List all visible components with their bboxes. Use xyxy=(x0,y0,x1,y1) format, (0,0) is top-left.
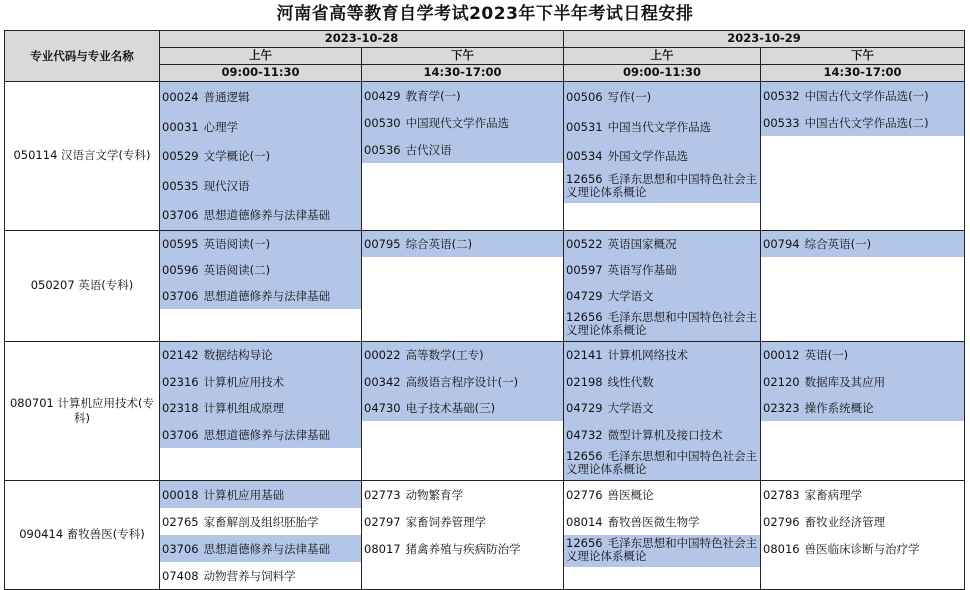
exam-course-item xyxy=(761,368,964,395)
course-name: 操作系统概论 xyxy=(804,401,874,416)
course-code: 08014 xyxy=(566,514,603,529)
course-text xyxy=(566,376,654,389)
exam-course-item xyxy=(564,368,760,395)
course-code: 00530 xyxy=(364,116,401,130)
course-text xyxy=(162,290,330,303)
exam-course-item xyxy=(362,136,563,163)
course-text xyxy=(162,543,330,556)
course-name: 毛泽东思想和中国特色社会主义理论体系概论 xyxy=(566,535,758,563)
exam-course-item xyxy=(564,395,760,422)
course-code: 02783 xyxy=(763,487,800,502)
course-text xyxy=(566,238,677,251)
course-code: 02142 xyxy=(162,348,199,363)
course-code: 00031 xyxy=(162,119,199,134)
course-text xyxy=(162,376,284,389)
course-name: 家畜解剖及组织胚胎学 xyxy=(203,514,319,529)
course-code: 00529 xyxy=(162,149,199,164)
time-header: 14:30-17:00 xyxy=(362,65,564,82)
course-code: 02796 xyxy=(763,514,800,529)
course-name: 英语(一) xyxy=(804,348,849,363)
exam-course-item xyxy=(362,508,563,535)
course-code: 00794 xyxy=(763,237,800,251)
course-text xyxy=(566,349,688,362)
exam-course-item xyxy=(761,481,964,508)
session-cell xyxy=(564,341,761,480)
exam-course-item xyxy=(160,200,361,230)
course-name: 毛泽东思想和中国特色社会主义理论体系概论 xyxy=(566,309,758,337)
course-code: 00533 xyxy=(763,116,800,130)
course-text xyxy=(364,376,518,389)
course-code: 00536 xyxy=(364,143,401,157)
course-code: 02198 xyxy=(566,374,603,389)
course-code: 00342 xyxy=(364,374,401,389)
course-name: 综合英语(一) xyxy=(804,237,872,251)
exam-course-item xyxy=(362,368,563,395)
exam-course-item xyxy=(564,283,760,309)
course-text xyxy=(364,516,486,529)
course-text xyxy=(763,376,885,389)
course-name: 思想道德修养与法律基础 xyxy=(203,541,331,556)
course-code: 12656 xyxy=(566,448,603,463)
exam-course-item xyxy=(761,82,964,109)
time-header: 09:00-11:30 xyxy=(564,65,761,82)
major-name-cell: 080701 计算机应用技术(专科) xyxy=(5,341,160,480)
course-name: 数据库及其应用 xyxy=(804,374,886,389)
course-text xyxy=(566,91,651,104)
course-text xyxy=(162,516,319,529)
session-cell xyxy=(160,480,362,589)
course-text xyxy=(763,90,929,103)
course-code: 00597 xyxy=(566,263,603,277)
course-name: 计算机应用基础 xyxy=(203,487,285,502)
course-code: 00531 xyxy=(566,119,603,134)
course-name: 外国文学作品选 xyxy=(607,149,689,164)
course-name: 中国现代文学作品选 xyxy=(405,116,510,130)
session-cell xyxy=(761,230,965,341)
course-name: 家畜饲养管理学 xyxy=(405,514,487,529)
course-name: 数据结构导论 xyxy=(203,348,273,363)
course-name: 综合英语(二) xyxy=(405,237,473,251)
course-code: 02797 xyxy=(364,514,401,529)
course-text xyxy=(566,173,758,199)
course-code: 03706 xyxy=(162,541,199,556)
course-name: 线性代数 xyxy=(607,374,654,389)
exam-course-item xyxy=(160,535,361,562)
exam-course-item xyxy=(362,395,563,422)
session-cell xyxy=(564,82,761,231)
course-text xyxy=(162,91,250,104)
exam-course-item xyxy=(761,342,964,369)
exam-course-item xyxy=(160,342,361,369)
session-cell xyxy=(362,82,564,231)
course-name: 古代汉语 xyxy=(405,143,452,157)
course-text xyxy=(162,180,250,193)
course-text xyxy=(566,121,711,134)
session-cell xyxy=(564,230,761,341)
course-code: 00022 xyxy=(364,348,401,363)
major-column-header: 专业代码与专业名称 xyxy=(5,31,160,82)
exam-course-item xyxy=(362,535,563,562)
course-text xyxy=(162,402,284,415)
exam-course-item xyxy=(564,481,760,508)
exam-course-item xyxy=(761,231,964,257)
course-code: 03706 xyxy=(162,208,199,223)
course-name: 英语写作基础 xyxy=(607,263,677,277)
course-text xyxy=(364,349,484,362)
course-name: 英语阅读(一) xyxy=(203,237,271,251)
course-name: 中国当代文学作品选 xyxy=(607,119,712,134)
course-text xyxy=(566,537,758,563)
exam-course-item xyxy=(564,309,760,341)
table-row xyxy=(5,341,965,480)
session-header: 下午 xyxy=(761,48,965,65)
course-name: 大学语文 xyxy=(607,289,654,303)
course-code: 00522 xyxy=(566,237,603,251)
exam-course-item xyxy=(761,535,964,562)
course-code: 00506 xyxy=(566,90,603,105)
course-text xyxy=(763,516,885,529)
course-name: 中国古代文学作品选(二) xyxy=(804,116,929,130)
exam-course-item xyxy=(160,562,361,589)
course-text xyxy=(763,349,848,362)
course-name: 思想道德修养与法律基础 xyxy=(203,427,331,442)
course-code: 03706 xyxy=(162,427,199,442)
exam-course-item xyxy=(362,481,563,508)
table-row xyxy=(5,230,965,341)
course-name: 大学语文 xyxy=(607,401,654,416)
course-code: 00532 xyxy=(763,89,800,103)
course-name: 畜牧业经济管理 xyxy=(804,514,886,529)
course-code: 00595 xyxy=(162,237,199,251)
exam-course-item xyxy=(160,283,361,309)
course-text xyxy=(364,543,521,556)
exam-course-item xyxy=(160,82,361,112)
course-name: 家畜病理学 xyxy=(804,487,863,502)
exam-course-item xyxy=(761,109,964,136)
course-code: 12656 xyxy=(566,171,603,186)
course-name: 普通逻辑 xyxy=(203,90,250,105)
course-name: 写作(一) xyxy=(607,90,652,105)
time-header: 09:00-11:30 xyxy=(160,65,362,82)
session-cell xyxy=(362,341,564,480)
exam-course-item xyxy=(362,231,563,257)
course-text xyxy=(763,489,862,502)
course-code: 00535 xyxy=(162,178,199,193)
course-name: 高级语言程序设计(一) xyxy=(405,374,519,389)
session-cell xyxy=(761,480,965,589)
exam-course-item xyxy=(160,141,361,171)
course-name: 心理学 xyxy=(203,119,239,134)
schedule-table xyxy=(4,30,965,590)
course-code: 02323 xyxy=(763,401,800,416)
exam-course-item xyxy=(362,82,563,109)
course-name: 计算机网络技术 xyxy=(607,348,689,363)
session-cell xyxy=(564,480,761,589)
major-name-cell: 050207 英语(专科) xyxy=(5,230,160,341)
course-code: 04729 xyxy=(566,401,603,416)
page-title: 河南省高等教育自学考试2023年下半年考试日程安排 xyxy=(276,4,694,24)
session-cell xyxy=(761,341,965,480)
course-text xyxy=(162,349,273,362)
exam-course-item xyxy=(160,508,361,535)
exam-course-item xyxy=(160,257,361,283)
exam-course-item xyxy=(564,231,760,257)
session-cell xyxy=(160,341,362,480)
course-text xyxy=(162,570,296,583)
course-text xyxy=(763,238,871,251)
exam-course-item xyxy=(160,231,361,257)
course-text xyxy=(364,489,463,502)
course-text xyxy=(566,150,688,163)
course-text xyxy=(162,489,284,502)
course-text xyxy=(162,121,238,134)
course-code: 02141 xyxy=(566,348,603,363)
course-code: 02776 xyxy=(566,487,603,502)
session-cell xyxy=(160,82,362,231)
course-code: 02773 xyxy=(364,487,401,502)
course-name: 英语阅读(二) xyxy=(203,263,271,277)
course-name: 畜牧兽医微生物学 xyxy=(607,514,700,529)
date-header-1: 2023-10-28 xyxy=(160,31,564,48)
course-text xyxy=(763,402,874,415)
course-name: 兽医临床诊断与治疗学 xyxy=(804,541,920,556)
course-code: 02318 xyxy=(162,401,199,416)
course-name: 毛泽东思想和中国特色社会主义理论体系概论 xyxy=(566,171,758,199)
course-name: 中国古代文学作品选(一) xyxy=(804,89,929,103)
course-text xyxy=(763,117,929,130)
course-code: 02765 xyxy=(162,514,199,529)
course-name: 文学概论(一) xyxy=(203,149,271,164)
course-text xyxy=(364,144,452,157)
course-name: 猪禽养殖与疾病防治学 xyxy=(405,541,521,556)
course-text xyxy=(566,402,654,415)
course-name: 英语国家概况 xyxy=(607,237,677,251)
course-text xyxy=(763,543,920,556)
course-code: 00534 xyxy=(566,149,603,164)
session-header: 下午 xyxy=(362,48,564,65)
course-name: 兽医概论 xyxy=(607,487,654,502)
exam-course-item xyxy=(362,109,563,136)
course-text xyxy=(162,150,270,163)
exam-course-item xyxy=(160,395,361,422)
exam-course-item xyxy=(160,112,361,142)
course-text xyxy=(566,489,654,502)
course-code: 03706 xyxy=(162,289,199,303)
exam-course-item xyxy=(761,395,964,422)
exam-course-item xyxy=(761,508,964,535)
table-row xyxy=(5,82,965,231)
course-name: 微型计算机及接口技术 xyxy=(607,427,723,442)
course-text xyxy=(566,311,758,337)
exam-course-item xyxy=(564,82,760,112)
course-name: 动物繁育学 xyxy=(405,487,464,502)
exam-course-item xyxy=(564,421,760,448)
course-code: 08016 xyxy=(763,541,800,556)
course-code: 08017 xyxy=(364,541,401,556)
course-name: 思想道德修养与法律基础 xyxy=(203,289,331,303)
course-text xyxy=(566,290,654,303)
exam-course-item xyxy=(564,257,760,283)
exam-course-item xyxy=(362,342,563,369)
time-header: 14:30-17:00 xyxy=(761,65,965,82)
course-code: 00429 xyxy=(364,89,401,103)
course-text xyxy=(364,90,461,103)
course-name: 教育学(一) xyxy=(405,89,461,103)
major-name-cell: 050114 汉语言文学(专科) xyxy=(5,82,160,231)
exam-course-item xyxy=(160,171,361,201)
course-text xyxy=(364,117,509,130)
session-cell xyxy=(160,230,362,341)
course-text xyxy=(566,429,723,442)
course-text xyxy=(566,264,677,277)
course-text xyxy=(162,429,330,442)
course-code: 02120 xyxy=(763,374,800,389)
session-cell xyxy=(362,230,564,341)
session-header: 上午 xyxy=(160,48,362,65)
course-code: 00596 xyxy=(162,263,199,277)
exam-course-item xyxy=(564,141,760,171)
course-code: 12656 xyxy=(566,535,603,550)
course-code: 02316 xyxy=(162,374,199,389)
exam-course-item xyxy=(564,171,760,203)
course-code: 04729 xyxy=(566,289,603,303)
course-name: 毛泽东思想和中国特色社会主义理论体系概论 xyxy=(566,448,758,476)
session-header: 上午 xyxy=(564,48,761,65)
exam-course-item xyxy=(564,342,760,369)
course-code: 00018 xyxy=(162,487,199,502)
course-code: 04732 xyxy=(566,427,603,442)
major-name-cell: 090414 畜牧兽医(专科) xyxy=(5,480,160,589)
course-code: 00024 xyxy=(162,90,199,105)
course-code: 00795 xyxy=(364,237,401,251)
course-text xyxy=(566,516,700,529)
exam-course-item xyxy=(564,448,760,480)
course-code: 00012 xyxy=(763,348,800,363)
course-text xyxy=(162,209,330,222)
course-name: 电子技术基础(三) xyxy=(405,401,496,416)
exam-course-item xyxy=(564,112,760,142)
course-name: 思想道德修养与法律基础 xyxy=(203,208,331,223)
course-text xyxy=(162,238,270,251)
course-text xyxy=(162,264,270,277)
course-text xyxy=(566,450,758,476)
course-code: 12656 xyxy=(566,309,603,324)
course-code: 04730 xyxy=(364,401,401,416)
course-name: 现代汉语 xyxy=(203,178,250,193)
exam-course-item xyxy=(564,508,760,535)
course-name: 计算机组成原理 xyxy=(203,401,285,416)
course-text xyxy=(364,402,495,415)
exam-course-item xyxy=(160,421,361,448)
course-text xyxy=(364,238,472,251)
table-row xyxy=(5,480,965,589)
course-name: 高等数学(工专) xyxy=(405,348,484,363)
date-header-2: 2023-10-29 xyxy=(564,31,965,48)
session-cell xyxy=(362,480,564,589)
course-name: 动物营养与饲料学 xyxy=(203,568,296,583)
schedule-body xyxy=(5,82,965,590)
session-cell xyxy=(761,82,965,231)
exam-course-item xyxy=(160,481,361,508)
exam-course-item xyxy=(564,535,760,567)
course-name: 计算机应用技术 xyxy=(203,374,285,389)
exam-course-item xyxy=(160,368,361,395)
course-code: 07408 xyxy=(162,568,199,583)
